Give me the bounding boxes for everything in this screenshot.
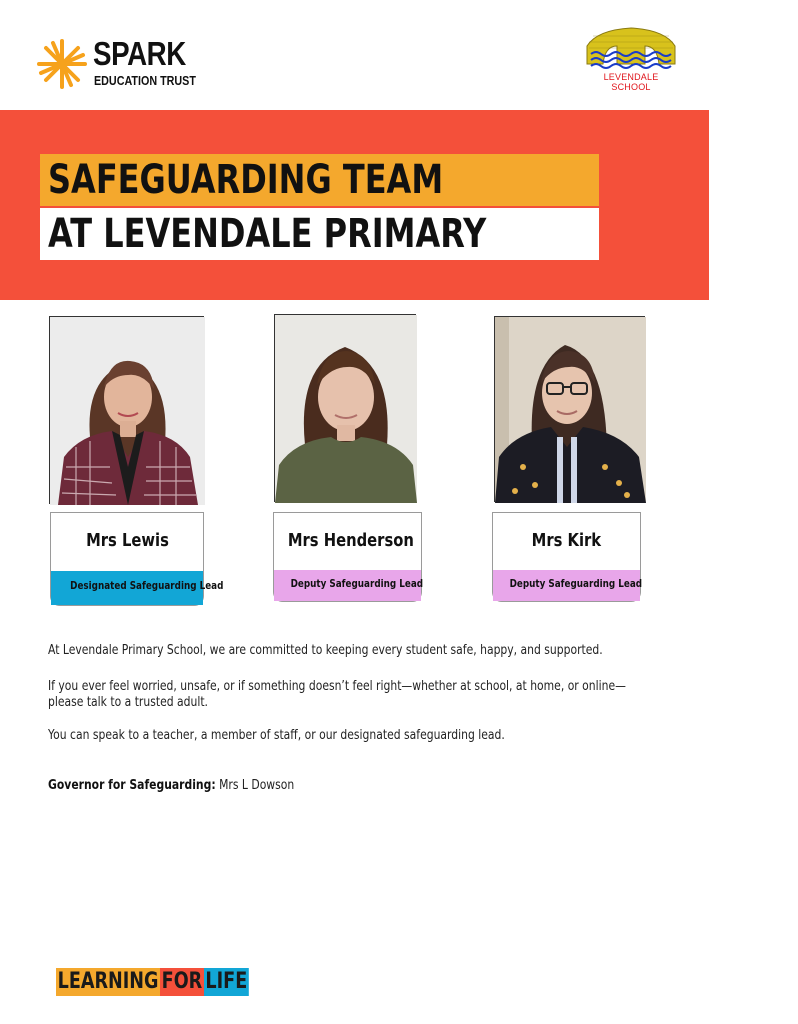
governor-line <box>48 777 648 793</box>
staff-name: Mrs Henderson <box>287 530 414 551</box>
slogan-word-learning: LEARNING <box>57 969 159 994</box>
staff-photo-mrs-lewis <box>49 316 204 504</box>
sun-burst-icon <box>36 38 88 90</box>
staff-role-badge: Deputy Safeguarding Lead <box>274 570 421 601</box>
staff-role-badge: Designated Safeguarding Lead <box>51 571 203 605</box>
levendale-school-logo <box>583 24 679 92</box>
staff-photo-mrs-kirk <box>494 316 645 502</box>
staff-card-mrs-henderson <box>273 512 422 602</box>
staff-card-mrs-kirk <box>492 512 641 602</box>
school-logo-text: LEVENDALE SCHOOL <box>603 72 659 92</box>
governor-name: Mrs L Dowson <box>219 777 295 793</box>
learning-for-life-slogan <box>56 968 297 996</box>
spark-education-trust-logo <box>36 36 196 92</box>
title-line-1: SAFEGUARDING TEAM <box>40 154 599 206</box>
bridge-crest-icon <box>585 24 677 72</box>
worried-paragraph: If you ever feel worried, unsafe, or if something doesn’t feel right—whether at school, at home, or online—please talk to a trusted adult. <box>48 678 626 710</box>
trust-subtitle: EDUCATION TRUST <box>94 74 196 88</box>
staff-role-badge: Deputy Safeguarding Lead <box>493 570 640 601</box>
slogan-word-life: LIFE <box>205 969 248 994</box>
trust-name: SPARK <box>93 35 186 72</box>
title-line-2: AT LEVENDALE PRIMARY <box>40 208 599 260</box>
governor-label: Governor for Safeguarding: <box>48 777 216 793</box>
staff-name: Mrs Lewis <box>85 530 169 551</box>
speak-to-paragraph: You can speak to a teacher, a member of staff, or our designated safeguarding lead. <box>48 727 505 743</box>
staff-photo-mrs-henderson <box>274 314 416 502</box>
staff-card-mrs-lewis <box>50 512 224 606</box>
staff-name: Mrs Kirk <box>531 530 602 551</box>
commitment-paragraph: At Levendale Primary School, we are committed to keeping every student safe, happy, and supported. <box>48 642 603 658</box>
slogan-word-for: FOR <box>161 969 203 994</box>
